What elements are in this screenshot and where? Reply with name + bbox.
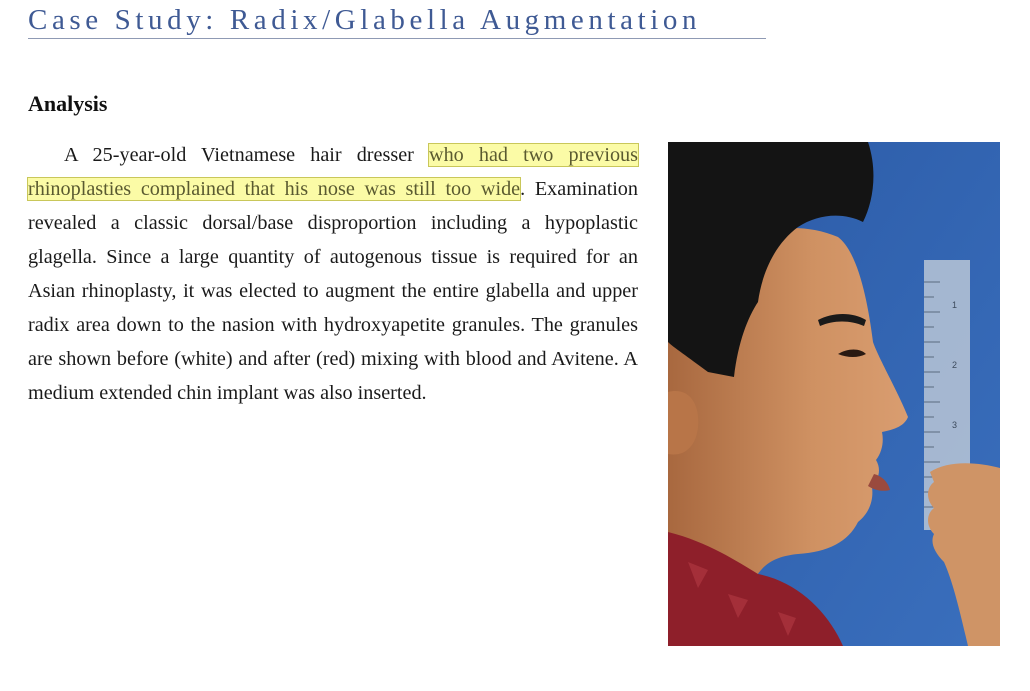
paragraph-text-end: . Examination revealed a classic dorsal/base disproportion including a hypoplastic glagella. Since a large quantity of autogenous tissue is required for an Asian rhinoplasty, it was elected to augment the entire glabella and upper radix area down to the nasion with hydroxyapetite granules. The granules are shown before (white) and after (red) mixing with blood and Avitene. A medium extended chin implant was also inserted. (28, 178, 638, 404)
page-title: Case Study: Radix/Glabella Augmentation (28, 4, 702, 36)
patient-profile-photo (668, 142, 1000, 646)
ruler-number-1: 1 (952, 300, 958, 310)
case-paragraph (28, 138, 638, 410)
ruler-number-2: 2 (952, 360, 958, 370)
ruler-number-3: 3 (952, 420, 958, 430)
highlighted-text[interactable]: who had two previous rhinoplasties complained that his nose was still too wide (28, 144, 638, 200)
section-heading: Analysis (28, 91, 108, 116)
title-underline (28, 38, 766, 39)
paragraph-text-start: A 25-year-old Vietnamese hair dresser (64, 144, 429, 166)
